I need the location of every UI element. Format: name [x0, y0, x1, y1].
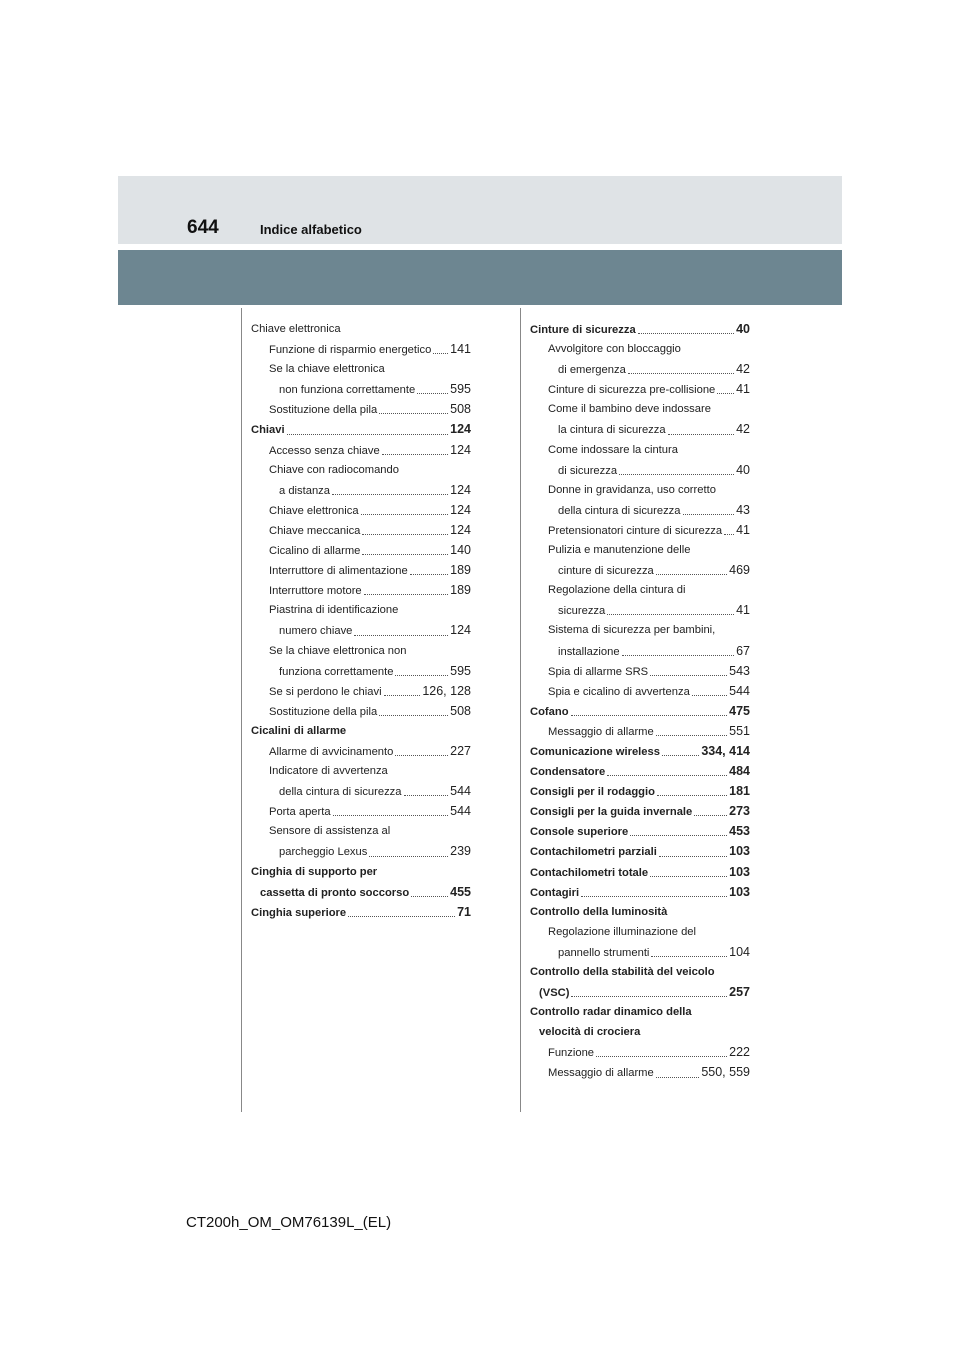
index-entry-text: Sistema di sicurezza per bambini, [548, 624, 716, 637]
index-entry-text: Interruttore di alimentazione [269, 565, 408, 578]
index-entry-text: Interruttore motore [269, 585, 362, 598]
index-entry-page: 104 [729, 944, 750, 959]
index-entry [251, 419, 471, 439]
index-entry [251, 399, 471, 419]
index-entry [530, 1002, 750, 1022]
index-entry [530, 1062, 750, 1082]
index-entry [251, 741, 471, 761]
index-entry-text: Indicatore di avvertenza [269, 765, 388, 778]
dot-leader [348, 915, 455, 917]
dot-leader [362, 533, 448, 535]
index-entry [251, 801, 471, 821]
index-entry-text: Cinghia di supporto per [251, 865, 378, 878]
dot-leader [410, 573, 448, 575]
index-entry [251, 701, 471, 721]
index-entry-page: 595 [450, 663, 471, 678]
dot-leader [630, 834, 727, 836]
index-entry-text: Pretensionatori cinture di sicurezza [548, 524, 723, 537]
index-entry [251, 540, 471, 560]
dot-leader [364, 593, 448, 595]
index-entry-text: Condensatore [530, 766, 606, 779]
index-entry-page: 544 [450, 784, 471, 799]
index-entry [251, 681, 471, 701]
index-entry-page: 484 [729, 764, 750, 779]
index-entry [530, 841, 750, 861]
dot-leader [628, 372, 734, 374]
index-entry [530, 761, 750, 781]
index-entry-text: Allarme di avvicinamento [269, 745, 394, 758]
index-entry [530, 721, 750, 741]
index-entry-page: 124 [450, 623, 471, 638]
index-entry-text: Chiave meccanica [269, 524, 361, 537]
index-entry-page: 227 [450, 743, 471, 758]
index-entry [251, 841, 471, 861]
index-entry-text: numero chiave [279, 625, 353, 638]
dot-leader [607, 774, 727, 776]
index-entry-text: velocità di crociera [539, 1026, 641, 1039]
index-column-left [251, 319, 471, 922]
index-entry-page: 124 [450, 422, 471, 437]
index-entry [530, 701, 750, 721]
index-entry-text: (VSC) [539, 987, 570, 1000]
index-entry-text: Contachilometri parziali [530, 846, 657, 859]
dot-leader [692, 694, 727, 696]
index-entry-text: Cinture di sicurezza [530, 324, 636, 336]
index-entry-text: Se si perdono le chiavi [269, 685, 382, 698]
index-entry-page: 181 [729, 784, 750, 799]
index-entry [530, 399, 750, 419]
index-entry-page: 239 [450, 844, 471, 859]
index-entry [251, 641, 471, 661]
index-entry-text: di emergenza [558, 364, 626, 377]
index-entry-page: 455 [450, 884, 471, 899]
index-entry-page: 67 [736, 643, 750, 658]
dot-leader [354, 634, 448, 636]
index-entry [530, 500, 750, 520]
index-entry-text: installazione [558, 645, 620, 658]
index-entry-text: funziona correttamente [279, 665, 394, 678]
page-number: 644 [187, 217, 219, 238]
dot-leader [417, 392, 448, 394]
index-entry-text: della cintura di sicurezza [558, 504, 681, 517]
index-entry-page: 141 [450, 342, 471, 357]
index-entry-page: 43 [736, 502, 750, 517]
index-entry [251, 661, 471, 681]
index-entry-page: 124 [450, 522, 471, 537]
index-entry [530, 801, 750, 821]
index-entry-page: 41 [736, 382, 750, 397]
index-entry [530, 982, 750, 1002]
index-entry-page: 126, 128 [422, 683, 471, 698]
index-entry-page: 550, 559 [701, 1065, 750, 1080]
footer-code: CT200h_OM_OM76139L_(EL) [186, 1214, 392, 1231]
dot-leader [571, 995, 727, 997]
index-entry [251, 560, 471, 580]
index-column-right [530, 319, 750, 1083]
index-entry [251, 319, 471, 339]
dot-leader [659, 855, 727, 857]
dot-leader [379, 714, 448, 716]
index-entry-text: Sostituzione della pila [269, 404, 378, 417]
dot-leader [581, 895, 727, 897]
index-entry-text: Pulizia e manutenzione delle [548, 544, 691, 557]
index-entry-text: Se la chiave elettronica [269, 363, 385, 376]
dot-leader [683, 513, 735, 515]
index-entry [530, 661, 750, 681]
dot-leader [332, 493, 448, 495]
dot-leader [379, 412, 448, 414]
index-entry [251, 721, 471, 741]
index-entry-text: Funzione di risparmio energetico [269, 344, 432, 357]
index-entry-text: a distanza [279, 484, 330, 497]
index-entry-text: cinture di sicurezza [558, 565, 654, 578]
index-entry-page: 103 [729, 844, 750, 859]
index-entry-page: 595 [450, 382, 471, 397]
index-entry-text: Come il bambino deve indossare [548, 403, 711, 416]
index-entry-text: Accesso senza chiave [269, 444, 380, 457]
index-entry-text: Controllo della stabilità del veicolo [530, 966, 715, 978]
index-entry [251, 902, 471, 922]
index-entry-text: Piastrina di identificazione [269, 604, 399, 617]
index-entry-page: 222 [729, 1045, 750, 1060]
index-entry [530, 440, 750, 460]
dot-leader [571, 714, 728, 716]
index-entry-page: 189 [450, 583, 471, 598]
index-entry-page: 40 [736, 322, 750, 336]
index-entry-page: 124 [450, 502, 471, 517]
dot-leader [596, 1055, 727, 1057]
header-color-band [118, 250, 842, 305]
index-entry-text: Consigli per la guida invernale [530, 806, 693, 819]
index-entry-page: 42 [736, 422, 750, 437]
index-entry [251, 781, 471, 801]
index-entry-text: Funzione [548, 1047, 595, 1060]
dot-leader [656, 734, 727, 736]
index-entry-page: 103 [729, 864, 750, 879]
index-entry-text: Spia e cicalino di avvertenza [548, 685, 690, 698]
column-rule-right [520, 308, 521, 1112]
index-entry-page: 42 [736, 362, 750, 377]
index-entry-text: Porta aperta [269, 806, 331, 819]
index-entry-text: la cintura di sicurezza [558, 424, 666, 437]
header-top-band [118, 176, 842, 244]
index-entry-page: 41 [736, 522, 750, 537]
index-entry-text: Avvolgitore con bloccaggio [548, 343, 681, 356]
index-entry-page: 508 [450, 703, 471, 718]
index-entry [530, 681, 750, 701]
index-entry-text: Comunicazione wireless [530, 745, 660, 758]
index-entry [530, 419, 750, 439]
index-entry-text: Regolazione della cintura di [548, 584, 686, 597]
index-entry [251, 359, 471, 379]
index-entry [530, 580, 750, 600]
dot-leader [662, 754, 699, 756]
dot-leader [382, 453, 448, 455]
index-entry [530, 882, 750, 902]
index-entry-text: Cinture di sicurezza pre-collisione [548, 384, 716, 397]
dot-leader [650, 674, 727, 676]
index-entry [530, 379, 750, 399]
index-entry-page: 40 [736, 462, 750, 477]
index-entry-page: 189 [450, 563, 471, 578]
index-entry-text: Chiavi [251, 424, 285, 437]
index-entry [530, 319, 750, 339]
index-entry-text: non funziona correttamente [279, 384, 416, 397]
index-entry-text: Cofano [530, 705, 569, 718]
dot-leader [395, 674, 448, 676]
index-entry [251, 821, 471, 841]
index-entry-text: Chiave elettronica [251, 323, 341, 335]
index-entry-text: Sensore di assistenza al [269, 825, 391, 838]
dot-leader [656, 573, 727, 575]
index-entry-text: cassetta di pronto soccorso [260, 886, 410, 899]
index-entry [530, 540, 750, 560]
index-entry-page: 71 [457, 904, 471, 919]
index-entry-page: 543 [729, 663, 750, 678]
index-entry-text: Chiave elettronica [269, 504, 359, 517]
dot-leader [411, 895, 448, 897]
index-entry-text: Contachilometri totale [530, 866, 649, 879]
index-entry [251, 882, 471, 902]
dot-leader [717, 392, 734, 394]
index-entry [530, 942, 750, 962]
index-entry [530, 620, 750, 640]
index-entry [251, 440, 471, 460]
index-entry [530, 781, 750, 801]
index-entry [251, 339, 471, 359]
index-entry-page: 544 [450, 804, 471, 819]
index-entry [530, 520, 750, 540]
dot-leader [724, 533, 734, 535]
dot-leader [668, 433, 735, 435]
index-entry-text: sicurezza [558, 605, 606, 618]
index-entry-page: 334, 414 [701, 743, 750, 758]
dot-leader [433, 352, 448, 354]
index-entry-text: Messaggio di allarme [548, 1067, 654, 1080]
index-entry [251, 480, 471, 500]
dot-leader [694, 814, 727, 816]
index-entry [251, 862, 471, 882]
index-entry [530, 741, 750, 761]
index-entry-text: pannello strumenti [558, 946, 650, 959]
dot-leader [656, 1076, 700, 1078]
index-entry [251, 460, 471, 480]
dot-leader [369, 855, 448, 857]
dot-leader [287, 433, 449, 435]
index-entry [251, 520, 471, 540]
index-entry-page: 140 [450, 543, 471, 558]
index-entry-text: della cintura di sicurezza [279, 786, 402, 799]
index-entry [251, 379, 471, 399]
index-entry-text: Cinghia superiore [251, 906, 347, 919]
index-entry [530, 641, 750, 661]
index-entry [530, 821, 750, 841]
index-entry [530, 600, 750, 620]
dot-leader [607, 613, 734, 615]
index-entry-text: Sostituzione della pila [269, 705, 378, 718]
index-entry [530, 359, 750, 379]
index-entry-text: Regolazione illuminazione del [548, 925, 697, 938]
dot-leader [619, 473, 734, 475]
dot-leader [362, 553, 448, 555]
index-entry [251, 580, 471, 600]
index-entry-text: Spia di allarme SRS [548, 665, 649, 678]
index-entry-page: 544 [729, 683, 750, 698]
index-entry-text: Messaggio di allarme [548, 725, 654, 738]
dot-leader [650, 875, 727, 877]
index-entry-page: 41 [736, 603, 750, 618]
dot-leader [361, 513, 449, 515]
index-entry-page: 273 [729, 804, 750, 819]
index-entry-text: Consigli per il rodaggio [530, 786, 655, 799]
index-entry [251, 761, 471, 781]
index-entry-text: parcheggio Lexus [279, 846, 368, 859]
index-entry [251, 500, 471, 520]
index-entry-page: 124 [450, 442, 471, 457]
index-entry [530, 902, 750, 922]
index-entry-page: 103 [729, 884, 750, 899]
index-entry [530, 922, 750, 942]
index-entry-text: Se la chiave elettronica non [269, 644, 407, 657]
index-entry [530, 1042, 750, 1062]
index-entry-page: 453 [729, 824, 750, 839]
index-entry-text: Console superiore [530, 826, 629, 839]
index-entry-page: 475 [729, 703, 750, 718]
index-entry-text: Controllo della luminosità [530, 905, 668, 918]
index-entry [530, 460, 750, 480]
index-entry-text: Chiave con radiocomando [269, 463, 399, 476]
dot-leader [622, 654, 735, 656]
dot-leader [384, 694, 421, 696]
index-entry-page: 257 [729, 985, 750, 1000]
index-entry [530, 560, 750, 580]
index-entry-text: Cicalino di allarme [269, 545, 361, 558]
index-entry-page: 508 [450, 402, 471, 417]
index-entry-page: 551 [729, 723, 750, 738]
index-entry-text: Controllo radar dinamico della [530, 1006, 692, 1019]
index-entry [251, 600, 471, 620]
index-entry [530, 339, 750, 359]
index-entry [530, 480, 750, 500]
index-entry-text: Contagiri [530, 886, 580, 899]
index-entry-text: Come indossare la cintura [548, 443, 678, 456]
section-title: Indice alfabetico [260, 222, 362, 237]
index-entry [530, 862, 750, 882]
index-entry [251, 620, 471, 640]
dot-leader [657, 794, 727, 796]
dot-leader [404, 794, 449, 796]
index-entry [530, 1022, 750, 1042]
dot-leader [651, 955, 727, 957]
dot-leader [333, 814, 449, 816]
index-entry-page: 469 [729, 563, 750, 578]
index-entry [530, 962, 750, 982]
index-entry-text: di sicurezza [558, 464, 618, 477]
index-entry-text: Cicalini di allarme [251, 724, 347, 737]
dot-leader [638, 332, 734, 334]
column-rule-left [241, 308, 242, 1112]
index-entry-page: 124 [450, 482, 471, 497]
dot-leader [395, 754, 448, 756]
index-entry-text: Donne in gravidanza, uso corretto [548, 483, 716, 496]
